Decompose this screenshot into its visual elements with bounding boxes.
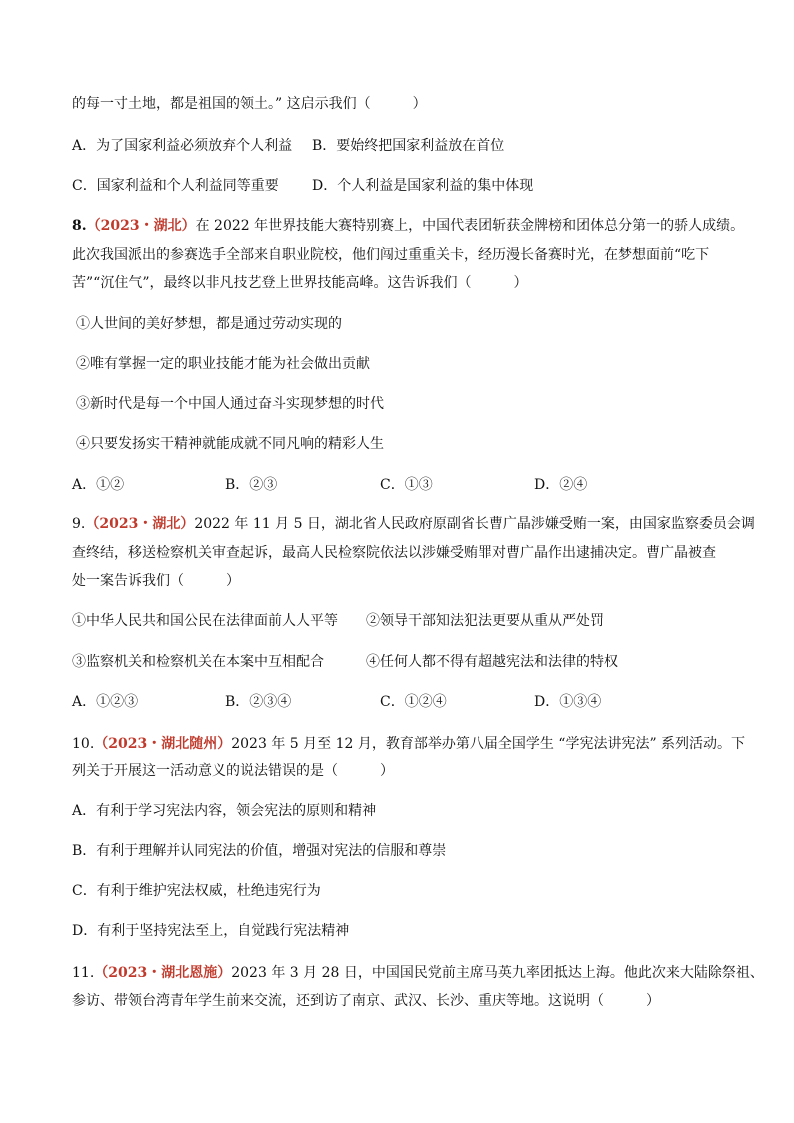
q8-stem-line2: 此次我国派出的参赛选手全部来自职业院校，他们闯过重重关卡，经历漫长备赛时光，在梦想面前“吃下 [72, 247, 710, 263]
q7-stem-tail: 的每一寸土地，都是祖国的领土。” 这启示我们（ ） [72, 96, 427, 112]
q11-text-1: 2023 年 3 月 28 日，中国国民党前主席马英九率团抵达上海。他此次来大陆除祭祖、 [231, 965, 764, 981]
q8-text-1: 在 2022 年世界技能大赛特别赛上，中国代表团斩获金牌榜和团体总分第一的骄人成绩。 [195, 218, 745, 234]
q8-stem-line3: 苦”“沉住气”，最终以非凡技艺登上世界技能高峰。这告诉我们（ ） [72, 275, 528, 291]
q10-number: 10. [72, 736, 95, 752]
q9-statement-2: ②领导干部知法犯法更要从重从严处罚 [366, 613, 604, 629]
q9-stem-line3: 处一案告诉我们（ ） [72, 573, 240, 589]
q10-option-a[interactable]: A．有利于学习宪法内容，领会宪法的原则和精神 [72, 803, 377, 819]
q8-source: （2023・湖北） [86, 218, 196, 234]
q8-option-d[interactable]: D．②④ [534, 477, 588, 493]
q9-statement-4: ④任何人都不得有超越宪法和法律的特权 [366, 654, 618, 670]
q8-number: 8. [72, 218, 87, 234]
q9-statement-1: ①中华人民共和国公民在法律面前人人平等 [72, 613, 338, 629]
q7-option-a[interactable]: A．为了国家利益必须放弃个人利益 [72, 138, 293, 154]
q8-statement-4: ④只要发扬实干精神就能成就不同凡响的精彩人生 [76, 436, 384, 452]
q8-option-b[interactable]: B．②③ [225, 477, 278, 493]
q10-text-1: 2023 年 5 月至 12 月，教育部举办第八届全国学生 “学宪法讲宪法” 系列活动。下 [231, 736, 746, 752]
q8-option-a[interactable]: A．①② [72, 477, 125, 493]
q9-source: （2023・湖北） [85, 516, 195, 532]
q10-stem-line1 [72, 734, 745, 754]
q9-number: 9. [72, 516, 86, 532]
q11-source: （2023・湖北恩施） [94, 965, 232, 981]
q9-statement-3: ③监察机关和检察机关在本案中互相配合 [72, 654, 324, 670]
q10-option-b[interactable]: B．有利于理解并认同宪法的价值，增强对宪法的信服和尊崇 [72, 843, 447, 859]
q9-text-1: 2022 年 11 月 5 日，湖北省人民政府原副省长曹广晶涉嫌受贿一案，由国家监察委员会调 [194, 516, 755, 532]
q11-stem-line2: 参访、带领台湾青年学生前来交流，还到访了南京、武汉、长沙、重庆等地。这说明（ ） [72, 993, 660, 1009]
q10-source: （2023・湖北随州） [94, 736, 232, 752]
q9-option-b[interactable]: B．②③④ [225, 694, 292, 710]
q8-statement-3: ③新时代是每一个中国人通过奋斗实现梦想的时代 [76, 396, 384, 412]
q7-option-c[interactable]: C．国家利益和个人利益同等重要 [72, 178, 279, 194]
q8-statement-2: ②唯有掌握一定的职业技能才能为社会做出贡献 [76, 356, 370, 372]
q11-number: 11. [72, 965, 95, 981]
q10-option-d[interactable]: D．有利于坚持宪法至上，自觉践行宪法精神 [72, 923, 350, 939]
q9-stem-line1 [72, 514, 755, 534]
q8-stem-line1 [72, 216, 744, 236]
q8-statement-1: ①人世间的美好梦想，都是通过劳动实现的 [76, 316, 342, 332]
q10-stem-line2: 列关于开展这一活动意义的说法错误的是（ ） [72, 763, 394, 779]
q11-stem-line1 [72, 963, 764, 983]
q9-option-d[interactable]: D．①③④ [534, 694, 602, 710]
q8-option-c[interactable]: C．①③ [380, 477, 433, 493]
q7-option-b[interactable]: B．要始终把国家利益放在首位 [312, 138, 505, 154]
q9-option-a[interactable]: A．①②③ [72, 694, 139, 710]
q10-option-c[interactable]: C．有利于维护宪法权威，杜绝违宪行为 [72, 883, 321, 899]
q7-option-d[interactable]: D．个人利益是国家利益的集中体现 [312, 178, 534, 194]
q9-stem-line2: 查终结，移送检察机关审查起诉，最高人民检察院依法以涉嫌受贿罪对曹广晶作出逮捕决定。曹广晶被查 [72, 545, 716, 561]
q9-option-c[interactable]: C．①②④ [380, 694, 447, 710]
